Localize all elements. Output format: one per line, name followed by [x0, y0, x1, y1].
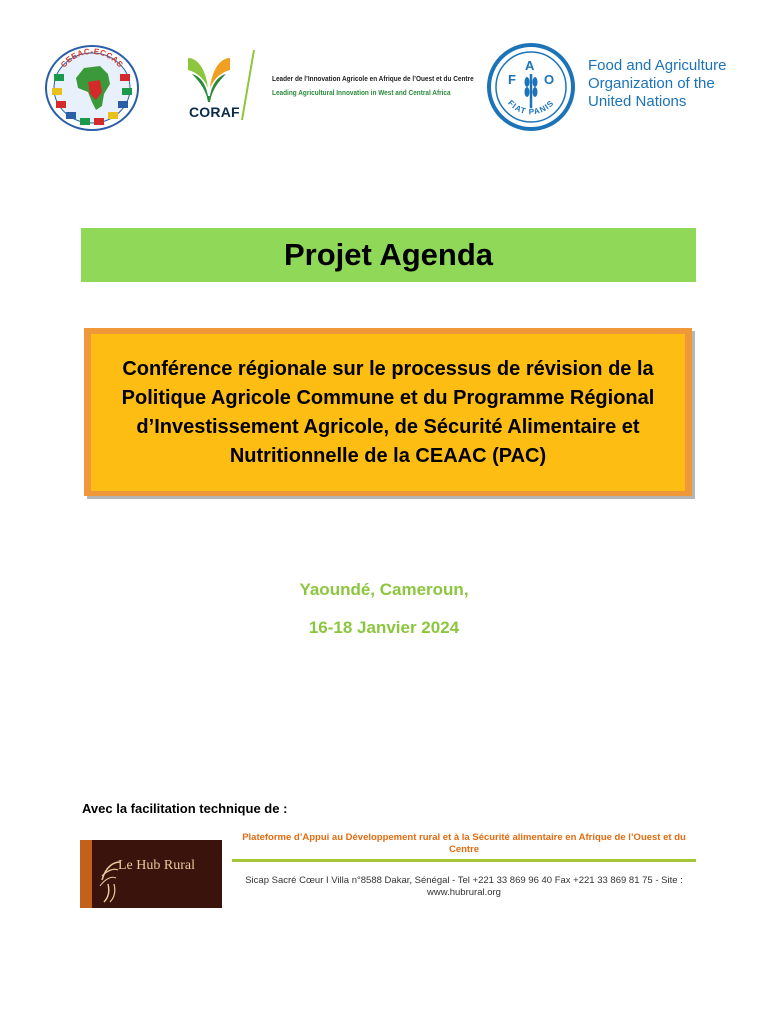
ceeac-ring-text: CEEAC-ECCAS: [59, 46, 125, 70]
conference-box: [84, 328, 692, 496]
fao-org-name: Food and Agriculture Organization of the United Nations: [588, 57, 727, 110]
page-title: Projet Agenda: [284, 237, 493, 272]
ceeac-eccas-emblem-icon: [44, 44, 140, 132]
conference-title: Conférence régionale sur le processus de révision de la Politique Agricole Commune et du Programme Régional d’Investissement Agricole, de Sécurité Alimentaire et Nutritionnelle de la CEAAC (PAC): [121, 357, 655, 467]
hub-rural-address: Sicap Sacré Cœur I Villa n°8588 Dakar, Sénégal - Tel +221 33 869 96 40 Fax +221 33 869 81 75 - Site : www.hubrural.org: [245, 875, 683, 898]
fao-motto: FIAT PANIS: [506, 98, 556, 117]
event-dates: 16-18 Janvier 2024: [308, 618, 460, 637]
hub-rural-name: Le Hub Rural: [118, 858, 195, 873]
coraf-logo: [184, 44, 474, 124]
hub-logo-accent: [80, 840, 92, 908]
hub-rural-logo-icon: [80, 840, 222, 908]
fao-letter-a: A: [525, 58, 535, 73]
event-location: Yaoundé, Cameroun,: [299, 580, 469, 599]
facilitation-label: Avec la facilitation technique de :: [82, 801, 288, 816]
fao-letter-o: O: [544, 72, 555, 87]
coraf-tagline-fr: Leader de l’Innovation Agricole en Afrique de l’Ouest et du Centre: [272, 74, 474, 83]
conference-box-inner: [91, 334, 685, 491]
coraf-tagline-en: Leading Agricultural Innovation in West and Central Africa: [272, 88, 451, 97]
title-band: [81, 228, 696, 282]
fao-letter-f: F: [508, 72, 516, 87]
hub-rural-divider: [232, 859, 696, 862]
coraf-name: CORAF: [189, 104, 240, 120]
hub-rural-platform: Plateforme d’Appui au Développement rural et à la Sécurité alimentaire en Afrique de l’Ouest et du Centre: [242, 832, 686, 855]
fao-wheat-emblem-icon: [486, 42, 576, 132]
